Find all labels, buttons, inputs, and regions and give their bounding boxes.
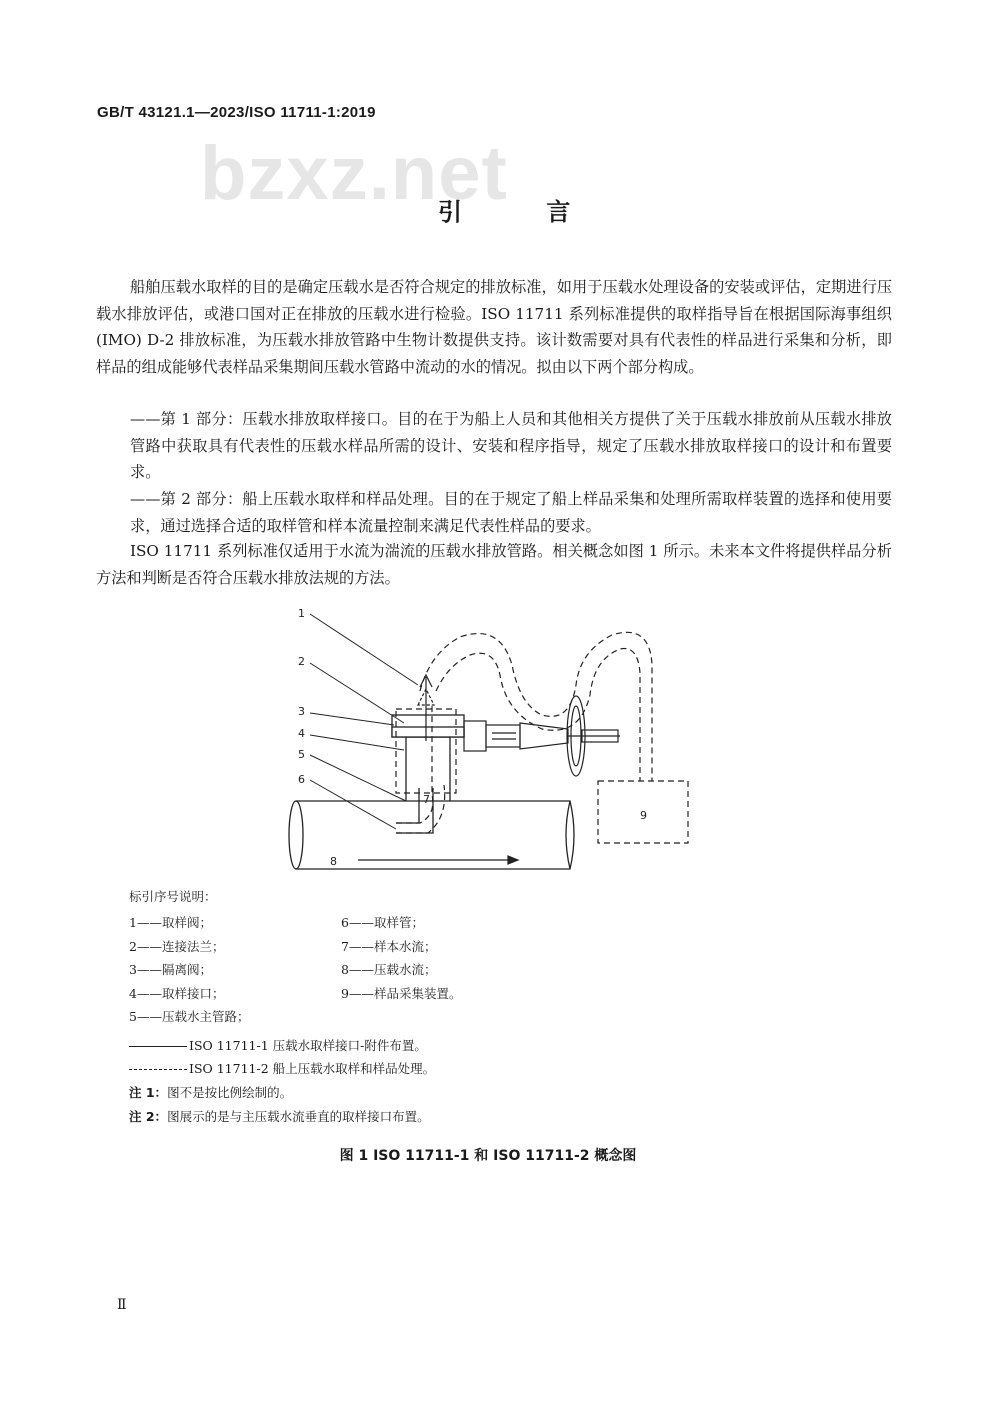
key-item: 8——压载水流； (341, 962, 437, 977)
solid-line-swatch (129, 1046, 187, 1047)
legend-solid-label: ISO 11711-1 压载水取样接口-附件布置。 (189, 1038, 427, 1053)
note-2-text: 图展示的是与主压载水流垂直的取样接口布置。 (167, 1109, 430, 1124)
callout-7: 7 (423, 793, 430, 806)
key-item: 5——压载水主管路； (129, 1009, 250, 1024)
note-2-label: 注 2： (129, 1109, 168, 1124)
callout-5: 5 (298, 748, 305, 761)
key-item: 4——取样接口； (129, 985, 225, 1001)
sampling-connection (392, 715, 464, 801)
callout-9: 9 (640, 809, 647, 822)
key-item: 6——取样管； (341, 915, 424, 930)
key-item: 7——样本水流； (341, 938, 437, 954)
key-item: 9——样品采集装置。 (341, 985, 462, 1001)
standard-number-header: GB/T 43121.1—2023/ISO 11711-1:2019 (97, 104, 376, 121)
legend-solid-line (129, 1035, 427, 1057)
page-number: Ⅱ (117, 1297, 127, 1313)
figure-caption: 图 1 ISO 11711-1 和 ISO 11711-2 概念图 (339, 1148, 637, 1164)
dashed-line-swatch (129, 1069, 187, 1070)
callout-4: 4 (298, 727, 305, 740)
key-column-right (341, 912, 461, 1006)
isolation-valve (464, 696, 620, 776)
callout-8: 8 (330, 855, 337, 868)
key-item: 2——连接法兰； (129, 938, 225, 954)
callout-1: 1 (298, 607, 305, 620)
intro-paragraph: 船舶压载水取样的目的是确定压载水是否符合规定的排放标准，如用于压载水处理设备的安装或评估，定期进行压载水排放评估，或港口国对正在排放的压载水进行检验。ISO 11711 系列标准提供的取样指导旨在根据国际海事组织(IMO) D-2 排放标准，为压载水排放管路中生物计数提供支持。该计数需要对具有代表性的样品进行采集和分析，即样品的组成能够代表样品采集期间压载水管路中流动的水的情况。拟由以下两个部分构成。 (96, 278, 892, 376)
key-column-left (129, 912, 249, 1030)
note-2 (129, 1106, 430, 1128)
watermark: bzxz.net (200, 131, 508, 216)
key-item: 1——取样阀； (129, 915, 212, 930)
note-1-label: 注 1： (129, 1085, 168, 1100)
legend-dashed-label: ISO 11711-2 船上压载水取样和样品处理。 (189, 1061, 436, 1076)
key-item: 3——隔离阀； (129, 962, 212, 977)
flow-arrow (358, 856, 518, 864)
concept-diagram (280, 605, 720, 895)
note-1-text: 图不是按比例绘制的。 (167, 1085, 293, 1100)
list-item-part2: ——第 2 部分：船上压载水取样和样品处理。目的在于规定了船上样品采集和处理所需取样装置的选择和使用要求，通过选择合适的取样管和样本流量控制来满足代表性样品的要求。 (130, 490, 892, 535)
list-item-part1: ——第 1 部分：压载水排放取样接口。目的在于为船上人员和其他相关方提供了关于压载水排放前从压载水排放管路中获取具有代表性的压载水样品所需的设计、安装和程序指导，规定了压载水排放取样接口的设计和布置要求。 (130, 410, 892, 481)
callout-leaders (310, 614, 418, 829)
callout-2: 2 (298, 655, 305, 668)
callout-3: 3 (298, 705, 305, 718)
note-1 (129, 1082, 292, 1104)
callout-6: 6 (298, 773, 305, 786)
legend-dashed-line (129, 1058, 435, 1080)
scope-paragraph: ISO 11711 系列标准仅适用于水流为湍流的压载水排放管路。相关概念如图 1 所示。未来本文件将提供样品分析方法和判断是否符合压载水排放法规的方法。 (96, 542, 892, 587)
section-title: 引 言 (438, 198, 609, 226)
key-title: 标引序号说明： (129, 889, 217, 904)
